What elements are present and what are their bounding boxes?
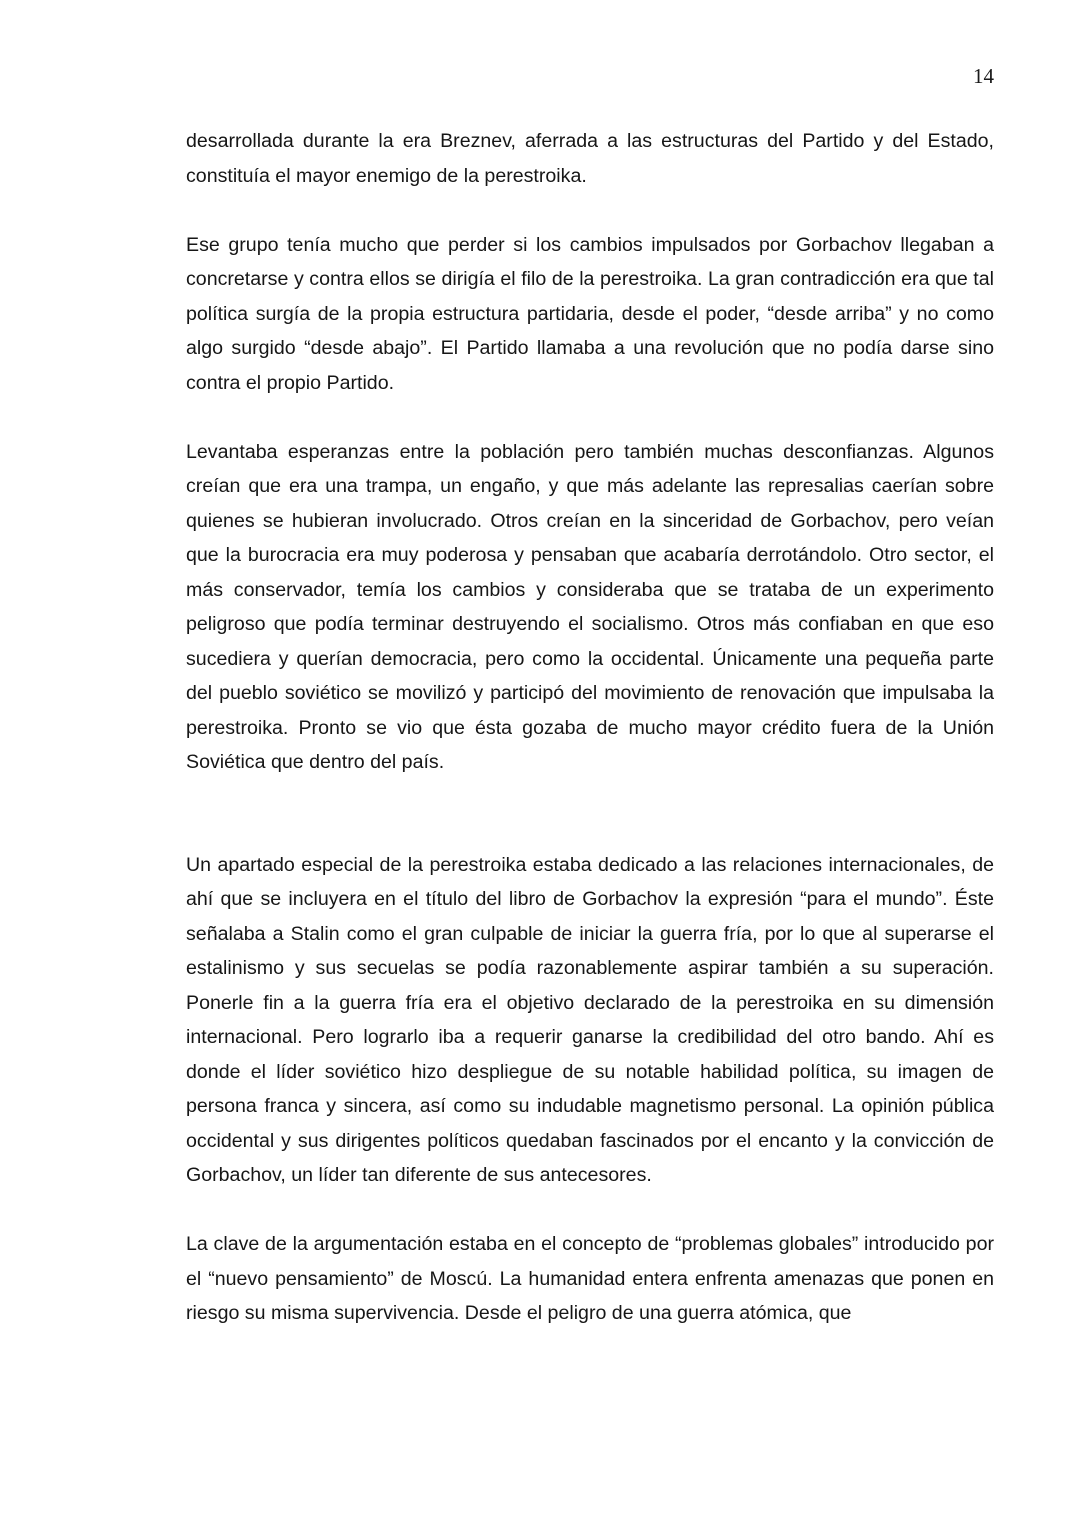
- paragraph-1: desarrollada durante la era Breznev, aferrada a las estructuras del Partido y del Estado, constituía el mayor enemigo de la perestroika.: [186, 130, 994, 187]
- paragraph-2: Ese grupo tenía mucho que perder si los cambios impulsados por Gorbachov llegaban a concretarse y contra ellos se dirigía el filo de la perestroika. La gran contradicción era que tal política surgía de la propia estructura partidaria, desde el poder, “desde arriba” y no como algo surgido “desde abajo”. El Partido llamaba a una revolución que no podía darse sino contra el propio Partido.: [186, 233, 994, 394]
- paragraph-4: Un apartado especial de la perestroika estaba dedicado a las relaciones internacionales, de ahí que se incluyera en el título del libro de Gorbachov la expresión “para el mundo”. Éste señalaba a Stalin como el gran culpable de iniciar la guerra fría, por lo que al superarse el estalinismo y sus secuelas se podía razonablemente aspirar también a su superación. Ponerle fin a la guerra fría era el objetivo declarado de la perestroika en su dimensión internacional. Pero lograrlo iba a requerir ganarse la credibilidad del otro bando. Ahí es donde el líder soviético hizo despliegue de su notable habilidad política, su imagen de persona franca y sincera, así como su indudable magnetismo personal. La opinión pública occidental y sus dirigentes políticos quedaban fascinados por el encanto y la convicción de Gorbachov, un líder tan diferente de sus antecesores.: [186, 853, 994, 1186]
- paragraph-5: La clave de la argumentación estaba en el concepto de “problemas globales” introducido por el “nuevo pensamiento” de Moscú. La humanidad entera enfrenta amenazas que ponen en riesgo su misma supervivencia. Desde el peligro de una guerra atómica, que: [186, 1233, 994, 1324]
- body-text: [186, 124, 994, 1331]
- page-number: 14: [973, 64, 994, 88]
- paragraph-3: Levantaba esperanzas entre la población pero también muchas desconfianzas. Algunos creían que era una trampa, un engaño, y que más adelante las represalias caerían sobre quienes se hubieran involucrado. Otros creían en la sinceridad de Gorbachov, pero veían que la burocracia era muy poderosa y pensaban que acabaría derrotándolo. Otro sector, el más conservador, temía los cambios y consideraba que se trataba de un experimento peligroso que podía terminar destruyendo el socialismo. Otros más confiaban en que eso sucediera y querían democracia, pero como la occidental. Únicamente una pequeña parte del pueblo soviético se movilizó y participó del movimiento de renovación que impulsaba la perestroika. Pronto se vio que ésta gozaba de mucho mayor crédito fuera de la Unión Soviética que dentro del país.: [186, 440, 994, 773]
